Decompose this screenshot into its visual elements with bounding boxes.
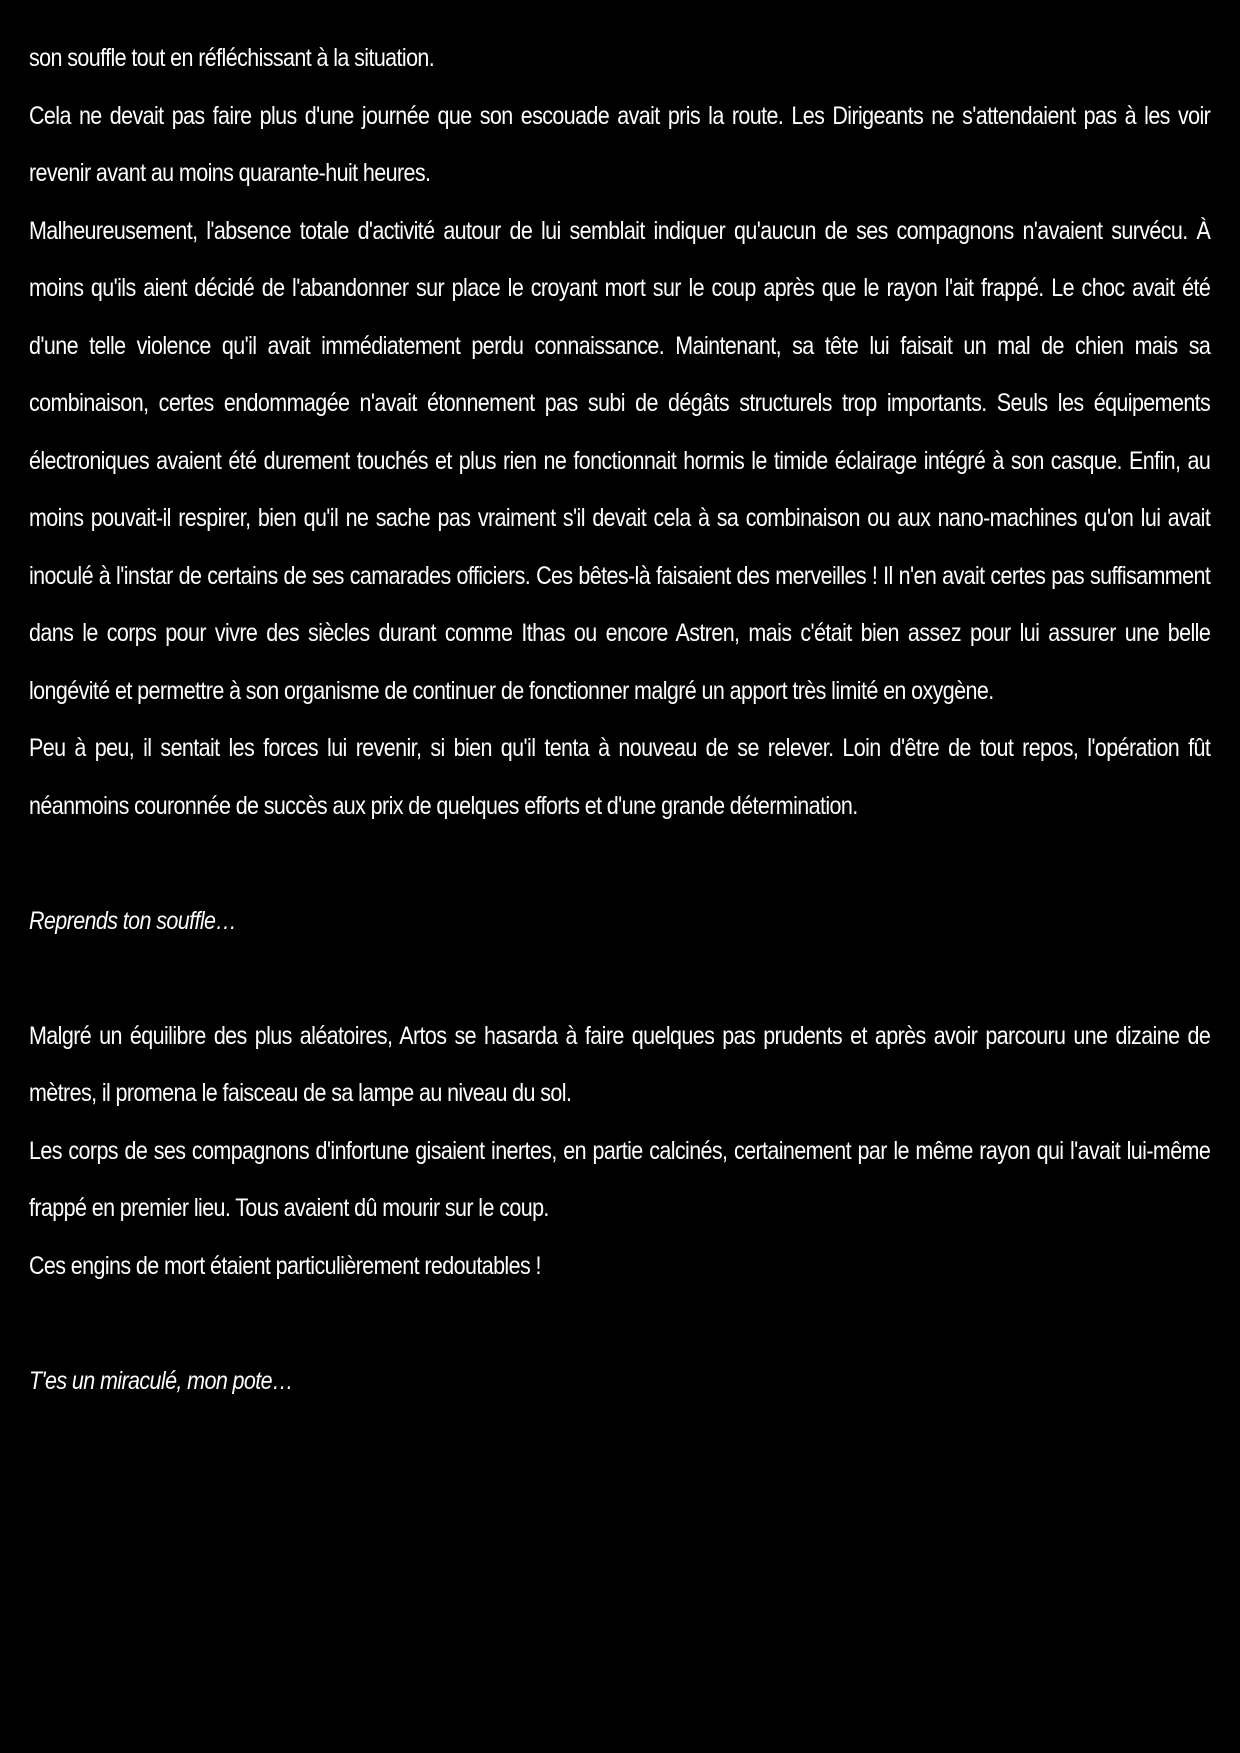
blank-line [29, 1295, 1210, 1353]
blank-line [29, 950, 1210, 1008]
paragraph-continuation: son souffle tout en réfléchissant à la situation. [29, 44, 435, 72]
paragraph-survival: Malheureusement, l'absence totale d'activité autour de lui semblait indiquer qu'aucun de ses compagnons n'avaient survécu. À moins qu'ils aient décidé de l'abandonner sur place le croyant mort sur le coup après que le rayon l'ait frappé. Le choc avait été d'une telle violence qu'il avait immédiatement perdu connaissance. Maintenant, sa tête lui faisait un mal de chien mais sa combinaison, certes endommagée n'avait étonnement pas subi de dégâts structurels trop importants. Seuls les équipements électroniques avaient été durement touchés et plus rien ne fonctionnait hormis le timide éclairage intégré à son casque. Enfin, au moins pouvait-il respirer, bien qu'il ne sache pas vraiment s'il devait cela à sa combinaison ou aux nano-machines qu'on lui avait inoculé à l'instar de certains de ses camarades officiers. Ces bêtes-là faisaient des merveilles ! Il n'en avait certes pas suffisamment dans le corps pour vivre des siècles durant comme Ithas ou encore Astren, mais c'était bien assez pour lui assurer une belle longévité et permettre à son organisme de continuer de fonctionner malgré un apport très limité en oxygène. [29, 216, 1211, 705]
paragraph-walk: Malgré un équilibre des plus aléatoires, Artos se hasarda à faire quelques pas prudents et après avoir parcouru une dizaine de mètres, il promena le faisceau de sa lampe au niveau du sol. [29, 1021, 1211, 1107]
paragraph-engines: Ces engins de mort étaient particulièrement redoutables ! [29, 1251, 541, 1280]
italic-thought-miracle: T'es un miraculé, mon pote… [29, 1366, 293, 1395]
blank-line [29, 835, 1210, 893]
paragraph-journey: Cela ne devait pas faire plus d'une journée que son escouade avait pris la route. Les Dirigeants ne s'attendaient pas à les voir revenir avant au moins quarante-huit heures. [29, 101, 1211, 187]
document-body [29, 30, 1210, 1410]
paragraph-recovery: Peu à peu, il sentait les forces lui revenir, si bien qu'il tenta à nouveau de se relever. Loin d'être de tout repos, l'opération fût néanmoins couronnée de succès aux prix de quelques efforts et d'une grande détermination. [29, 734, 1211, 820]
italic-thought-breath: Reprends ton souffle… [29, 906, 237, 935]
paragraph-bodies: Les corps de ses compagnons d'infortune gisaient inertes, en partie calcinés, certainement par le même rayon qui l'avait lui-même frappé en premier lieu. Tous avaient dû mourir sur le coup. [29, 1136, 1211, 1222]
